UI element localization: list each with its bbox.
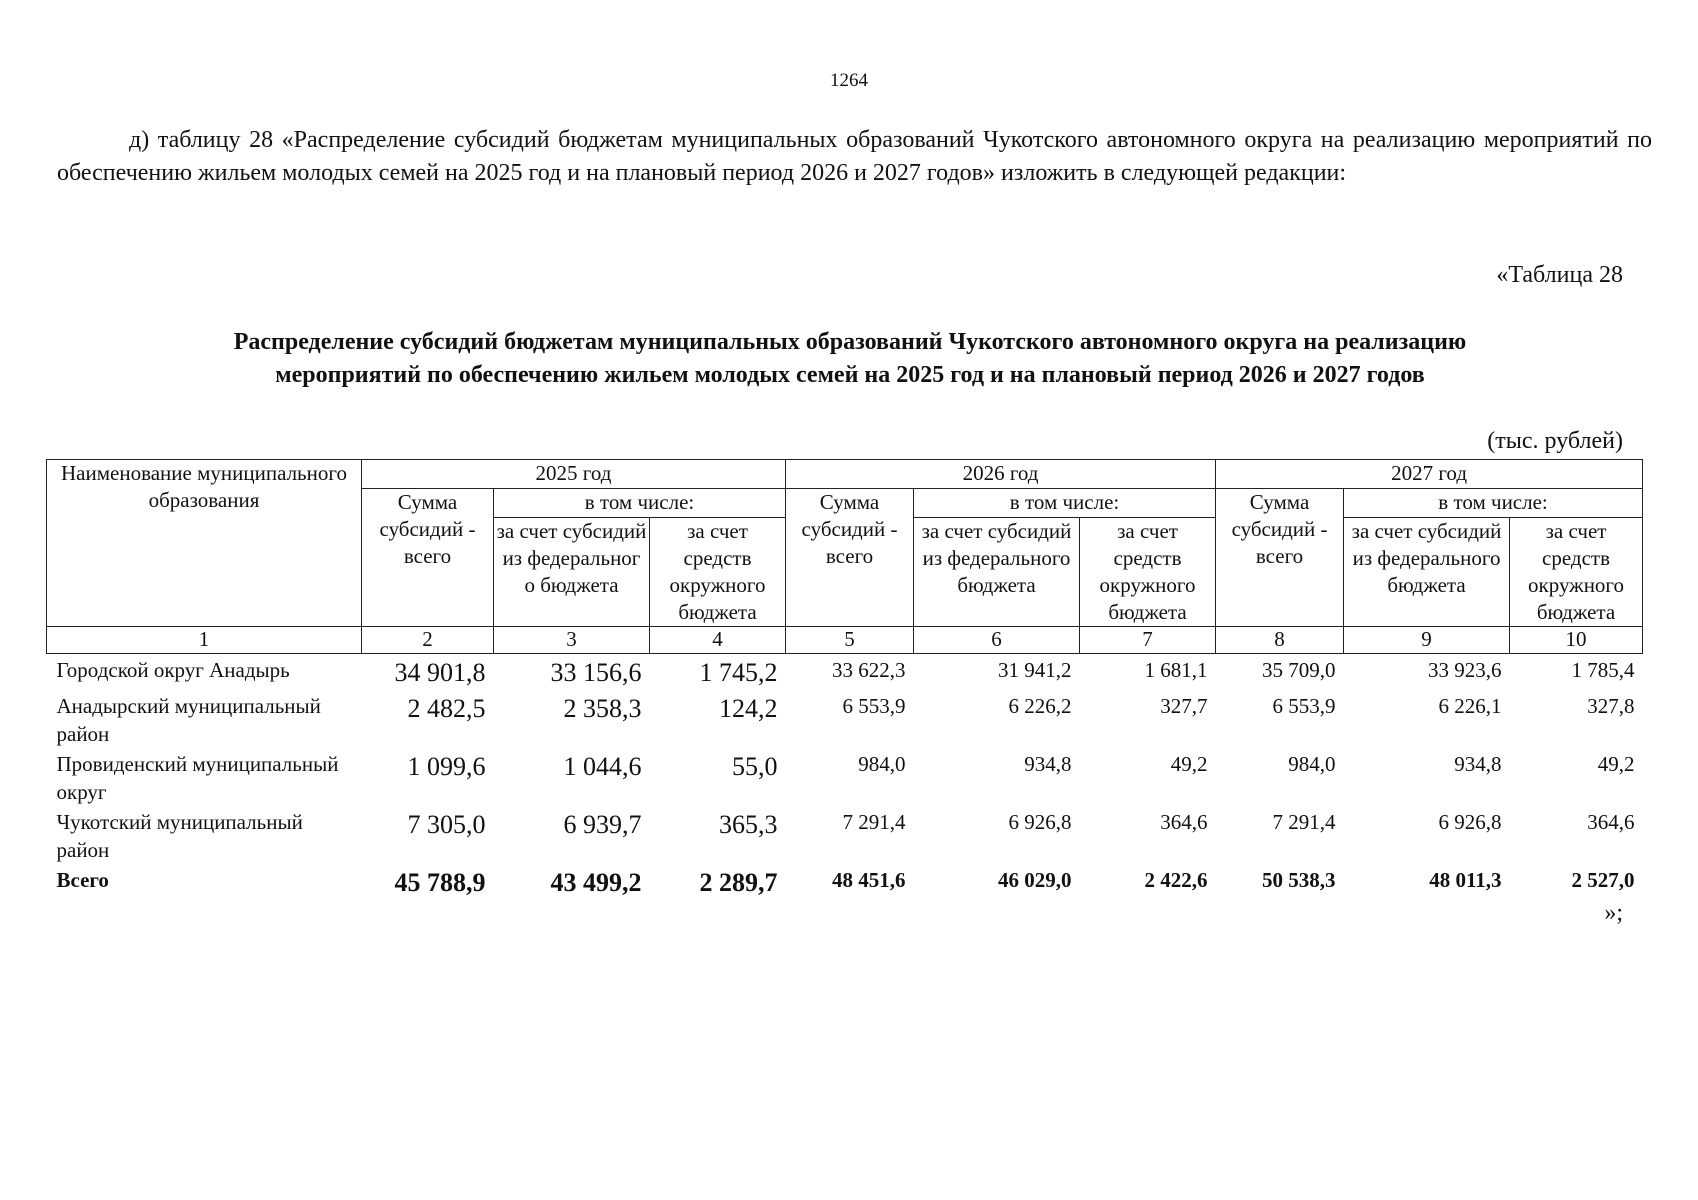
header-district-2027: за счет средств окружного бюджета — [1510, 518, 1643, 627]
table-row — [47, 806, 1643, 864]
cell-value: 6 226,2 — [1008, 694, 1072, 718]
cell-value: 1 745,2 — [699, 658, 778, 687]
header-total-2027: Сумма субсидий - всего — [1216, 489, 1344, 627]
column-number: 5 — [786, 627, 914, 654]
cell-value: 984,0 — [1288, 752, 1336, 776]
cell-value: 35 709,0 — [1262, 658, 1336, 682]
cell-value: 327,8 — [1587, 694, 1635, 718]
total-value: 2 289,7 — [699, 868, 778, 897]
total-value: 43 499,2 — [550, 868, 642, 897]
header-year-2025: 2025 год — [362, 460, 786, 489]
cell-value: 6 926,8 — [1008, 810, 1072, 834]
cell-value: 2 358,3 — [563, 694, 642, 723]
cell-value: 49,2 — [1597, 752, 1635, 776]
units-label: (тыс. рублей) — [1487, 428, 1623, 454]
cell-value: 55,0 — [732, 752, 778, 781]
cell-value: 33 622,3 — [832, 658, 906, 682]
total-value: 2 527,0 — [1571, 868, 1635, 892]
intro-paragraph: д) таблицу 28 «Распределение субсидий бюджетам муниципальных образований Чукотского автономного округа на реализацию мероприятий по обеспечению жильем молодых семей на 2025 год и на плановый период 2026 и 2027 годов» изложить в следующей редакции: — [57, 127, 1652, 186]
header-district-2026: за счет средств окружного бюджета — [1080, 518, 1216, 627]
table-number: «Таблица 28 — [1496, 262, 1623, 288]
column-number: 10 — [1510, 627, 1643, 654]
row-name: Провиденский муниципальный округ — [56, 752, 339, 804]
cell-value: 934,8 — [1454, 752, 1502, 776]
column-number: 7 — [1080, 627, 1216, 654]
table-title-line-1: Распределение субсидий бюджетам муниципальных образований Чукотского автономного округа на реализацию — [233, 329, 1467, 355]
total-value: 48 451,6 — [832, 868, 906, 892]
cell-value: 364,6 — [1587, 810, 1635, 834]
table-title-line-2: мероприятий по обеспечению жильем молодых семей на 2025 год и на плановый период 2026 и 2027 годов — [275, 362, 1425, 388]
cell-value: 984,0 — [858, 752, 906, 776]
total-value: 2 422,6 — [1144, 868, 1208, 892]
cell-value: 31 941,2 — [998, 658, 1072, 682]
cell-value: 33 156,6 — [550, 658, 642, 687]
total-value: 46 029,0 — [998, 868, 1072, 892]
column-number: 3 — [494, 627, 650, 654]
cell-value: 124,2 — [719, 694, 778, 723]
closing-quote: »; — [1604, 900, 1623, 926]
header-including-2025: в том числе: — [494, 489, 786, 518]
cell-value: 7 291,4 — [842, 810, 906, 834]
page-number: 1264 — [830, 70, 868, 91]
table-title — [80, 326, 1620, 392]
header-name-column: Наименование муниципального образования — [47, 460, 362, 627]
column-number: 4 — [650, 627, 786, 654]
header-total-2025: Сумма субсидий - всего — [362, 489, 494, 627]
cell-value: 1 099,6 — [407, 752, 486, 781]
total-value: 48 011,3 — [1429, 868, 1502, 892]
cell-value: 34 901,8 — [394, 658, 486, 687]
header-including-2027: в том числе: — [1344, 489, 1643, 518]
cell-value: 7 305,0 — [407, 810, 486, 839]
column-number: 2 — [362, 627, 494, 654]
cell-value: 2 482,5 — [407, 694, 486, 723]
cell-value: 1 044,6 — [563, 752, 642, 781]
column-number: 1 — [47, 627, 362, 654]
cell-value: 327,7 — [1160, 694, 1208, 718]
column-number: 9 — [1344, 627, 1510, 654]
cell-value: 6 553,9 — [842, 694, 906, 718]
header-federal-2027: за счет субсидий из федерального бюджета — [1344, 518, 1510, 627]
total-label: Всего — [56, 868, 109, 892]
cell-value: 6 226,1 — [1438, 694, 1502, 718]
header-including-2026: в том числе: — [914, 489, 1216, 518]
cell-value: 49,2 — [1170, 752, 1208, 776]
cell-value: 33 923,6 — [1428, 658, 1502, 682]
row-name: Анадырский муниципальный район — [56, 694, 321, 746]
cell-value: 1 681,1 — [1144, 658, 1208, 682]
header-year-2027: 2027 год — [1216, 460, 1643, 489]
cell-value: 365,3 — [719, 810, 778, 839]
cell-value: 934,8 — [1024, 752, 1072, 776]
column-number: 6 — [914, 627, 1080, 654]
row-name: Чукотский муниципальный район — [56, 810, 303, 862]
cell-value: 364,6 — [1160, 810, 1208, 834]
header-federal-2026: за счет субсидий из федерального бюджета — [914, 518, 1080, 627]
header-year-2026: 2026 год — [786, 460, 1216, 489]
cell-value: 6 553,9 — [1272, 694, 1336, 718]
cell-value: 1 785,4 — [1571, 658, 1635, 682]
cell-value: 7 291,4 — [1272, 810, 1336, 834]
table-row — [47, 748, 1643, 806]
header-total-2026: Сумма субсидий - всего — [786, 489, 914, 627]
table-row — [47, 654, 1643, 691]
cell-value: 6 939,7 — [563, 810, 642, 839]
table-row — [47, 690, 1643, 748]
total-row — [47, 864, 1643, 900]
cell-value: 6 926,8 — [1438, 810, 1502, 834]
total-value: 45 788,9 — [394, 868, 486, 897]
column-number: 8 — [1216, 627, 1344, 654]
total-value: 50 538,3 — [1262, 868, 1336, 892]
row-name: Городской округ Анадырь — [56, 658, 290, 682]
header-federal-2025: за счет субсидий из федеральног о бюджета — [494, 518, 650, 627]
header-district-2025: за счет средств окружного бюджета — [650, 518, 786, 627]
subsidy-table — [46, 459, 1643, 900]
